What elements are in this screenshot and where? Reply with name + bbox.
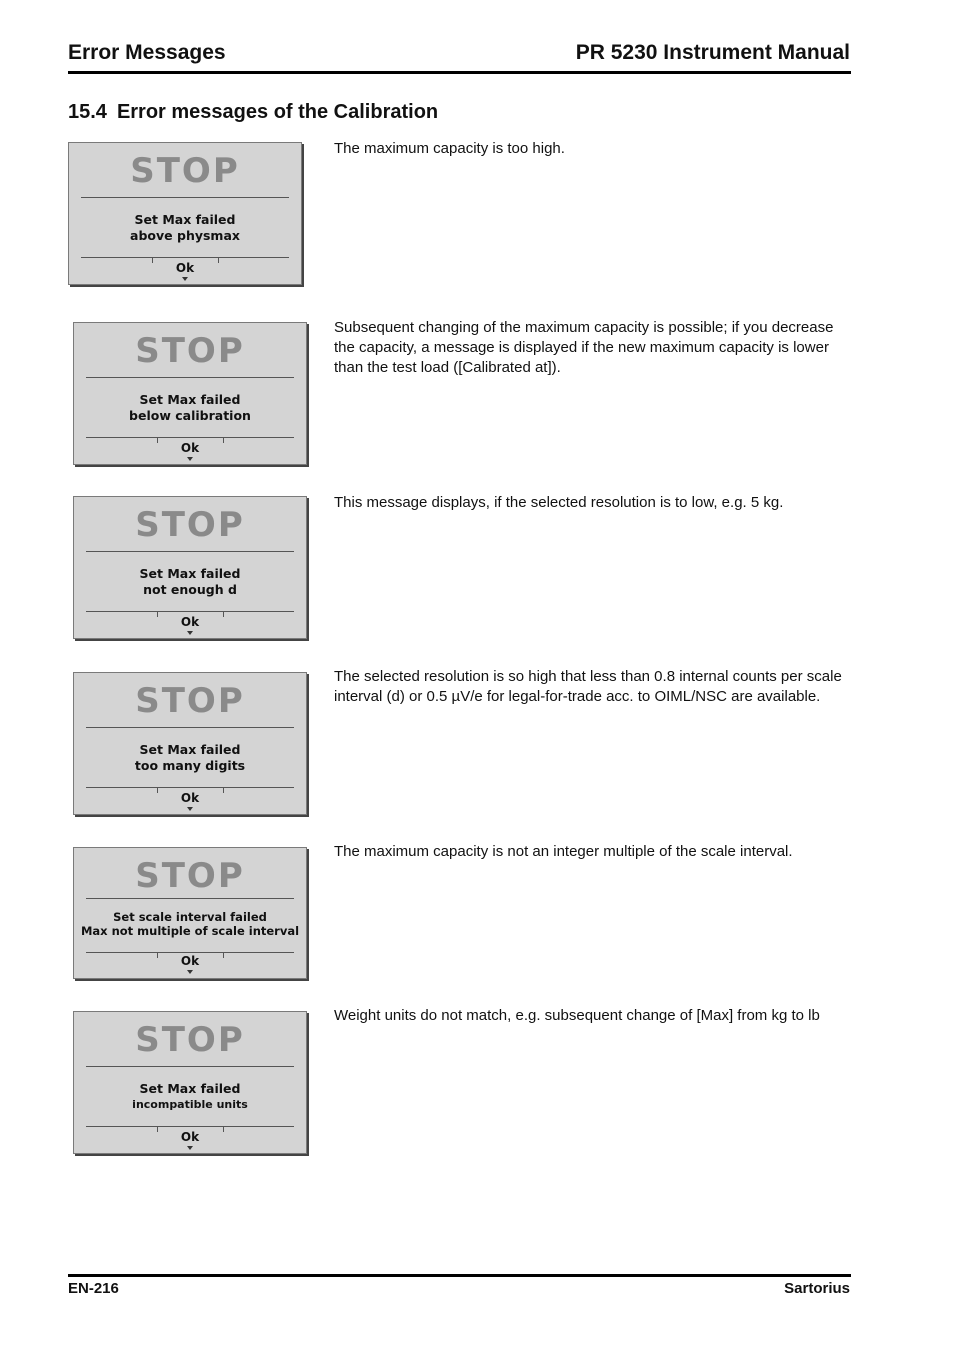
caret-down-icon	[187, 970, 193, 974]
divider	[86, 551, 294, 552]
ok-button[interactable]: Ok	[180, 954, 200, 968]
ok-button[interactable]: Ok	[175, 261, 195, 275]
caret-down-icon	[187, 807, 193, 811]
divider	[86, 898, 294, 899]
error-line-1: Set Max failed	[139, 1081, 241, 1096]
divider	[86, 787, 294, 788]
divider	[81, 257, 289, 258]
error-line-2: above physmax	[130, 228, 240, 243]
caret-down-icon	[187, 631, 193, 635]
divider	[81, 197, 289, 198]
section-number: 15.4	[68, 101, 107, 123]
error-message	[76, 392, 304, 424]
error-line-1: Set Max failed	[139, 742, 241, 757]
error-line-2: not enough d	[143, 582, 237, 597]
caret-down-icon	[187, 457, 193, 461]
divider	[86, 377, 294, 378]
ok-button[interactable]: Ok	[180, 441, 200, 455]
divider	[86, 1126, 294, 1127]
description-1: The maximum capacity is too high.	[334, 140, 565, 157]
stop-screen-incompatible-units	[73, 1011, 307, 1154]
stop-title: STOP	[135, 681, 245, 721]
header-rule	[68, 71, 851, 74]
caret-down-icon	[182, 277, 188, 281]
ok-button[interactable]: Ok	[180, 1130, 200, 1144]
error-line-2: incompatible units	[132, 1098, 248, 1111]
divider	[86, 1066, 294, 1067]
error-line-2: below calibration	[129, 408, 251, 423]
stop-title: STOP	[130, 151, 240, 191]
stop-screen-scale-interval	[73, 847, 307, 979]
description-5: The maximum capacity is not an integer multiple of the scale interval.	[334, 843, 793, 860]
stop-title: STOP	[135, 331, 245, 371]
page-number: EN-216	[68, 1280, 119, 1297]
divider	[86, 437, 294, 438]
error-message	[76, 566, 304, 598]
header-manual-title: PR 5230 Instrument Manual	[575, 41, 850, 64]
header-chapter-title: Error Messages	[68, 41, 226, 64]
section-heading: Error messages of the Calibration	[116, 101, 439, 123]
stop-screen-below-calibration	[73, 322, 307, 465]
stop-title: STOP	[135, 505, 245, 545]
error-line-2: Max not multiple of scale interval	[80, 924, 300, 938]
ok-button[interactable]: Ok	[180, 615, 200, 629]
error-line-1: Set Max failed	[139, 392, 241, 407]
stop-title: STOP	[135, 1020, 245, 1060]
description-4: The selected resolution is so high that less than 0.8 internal counts per scale interval (d) or 0.5 µV/e for legal-for-trade acc. to OIML/NSC are available.	[334, 668, 842, 705]
stop-screen-not-enough-d	[73, 496, 307, 639]
divider	[86, 611, 294, 612]
ok-button[interactable]: Ok	[180, 791, 200, 805]
stop-title: STOP	[135, 856, 245, 896]
error-message	[76, 1081, 304, 1113]
error-line-1: Set Max failed	[134, 212, 236, 227]
footer-rule	[68, 1274, 851, 1277]
section-title	[68, 101, 438, 124]
caret-down-icon	[187, 1146, 193, 1150]
stop-screen-above-physmax	[68, 142, 302, 285]
divider	[86, 952, 294, 953]
footer-brand: Sartorius	[784, 1280, 850, 1297]
error-message	[71, 212, 299, 244]
error-line-1: Set scale interval failed	[113, 910, 267, 924]
error-message	[76, 742, 304, 774]
error-message	[76, 910, 304, 938]
stop-screen-too-many-digits	[73, 672, 307, 815]
description-2: Subsequent changing of the maximum capacity is possible; if you decrease the capacity, a message is displayed if the new maximum capacity is lower than the test load ([Calibrated at]).	[334, 319, 834, 376]
error-line-2: too many digits	[134, 758, 246, 773]
divider	[86, 727, 294, 728]
error-line-1: Set Max failed	[139, 566, 241, 581]
description-3: This message displays, if the selected resolution is to low, e.g. 5 kg.	[334, 494, 784, 511]
description-6: Weight units do not match, e.g. subsequent change of [Max] from kg to lb	[334, 1007, 820, 1024]
